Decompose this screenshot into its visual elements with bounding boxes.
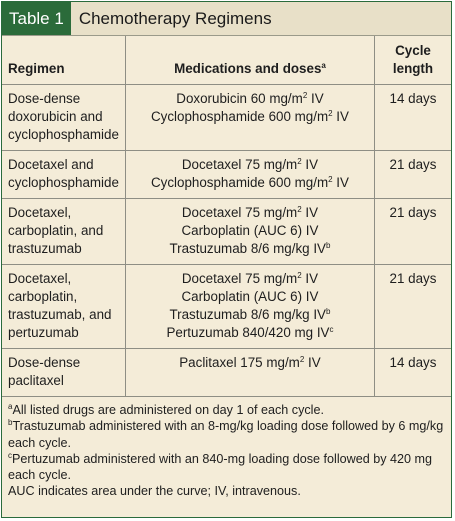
table-number-label: Table 1 [2,2,71,35]
cycle-length-cell: 21 days [375,199,452,265]
table-row [2,265,451,349]
medication-route: IV [301,271,319,286]
footnote-mark: c [8,450,12,460]
cycle-length-cell: 21 days [375,151,452,199]
medication-line [132,108,368,126]
medications-cell [125,349,374,397]
header-regimen-label: Regimen [8,61,65,76]
medication-route: IV [332,109,349,124]
medication-superscript: 2 [297,205,302,214]
medication-line [132,204,368,222]
cycle-length-cell: 21 days [375,265,452,349]
table-row [2,85,451,151]
medication-superscript: 2 [328,109,333,118]
medication-text: Carboplatin (AUC 6) IV [181,223,319,238]
medication-superscript: 2 [297,271,302,280]
medication-line [132,174,368,192]
footnote-mark: a [321,61,326,70]
footnote-mark: b [8,418,13,428]
cycle-length-cell: 14 days [375,85,452,151]
medication-line [132,90,368,108]
medication-superscript: 2 [328,175,333,184]
medications-cell [125,199,374,265]
table-row [2,349,451,397]
medication-text: Carboplatin (AUC 6) IV [181,289,319,304]
footnote [8,402,445,418]
footnote-text: All listed drugs are administered on day 1 of each cycle. [12,403,324,417]
footnote-text: Trastuzumab administered with an 8-mg/kg loading dose followed by 6 mg/kg each cycle. [8,419,444,450]
table-title-bar [2,2,451,36]
medication-superscript: b [326,307,331,316]
medication-text: Cyclophosphamide 600 mg/m [150,109,329,124]
medication-text: Trastuzumab 8/6 mg/kg IV [169,307,326,322]
regimen-cell: Docetaxel and cyclophosphamide [2,151,125,199]
medication-superscript: 2 [302,91,308,100]
footnote [8,451,445,484]
footnote-text: AUC indicates area under the curve; IV, intravenous. [8,484,301,499]
header-row [2,36,451,85]
medication-line [132,156,368,174]
footnotes [2,397,451,500]
header-regimen [2,36,125,85]
medication-route: IV [304,355,321,370]
medication-text: Trastuzumab 8/6 mg/kg IV [169,241,326,256]
footnote [8,483,445,499]
medication-text: Docetaxel 75 mg/m [181,271,298,286]
table-frame [1,1,452,518]
medication-line [132,354,368,372]
medication-route: IV [301,205,319,220]
regimen-cell: Dose-dense paclitaxel [2,349,125,397]
regimen-cell: Docetaxel, carboplatin, and trastuzumab [2,199,125,265]
medication-line [132,288,368,306]
regimens-table [2,36,451,397]
medications-cell [125,151,374,199]
header-cycle-length [375,36,452,85]
medication-line [132,240,368,258]
header-medications [125,36,374,85]
medications-cell [125,265,374,349]
medication-route: IV [301,157,319,172]
medication-superscript: 2 [297,157,302,166]
footnote-text: Pertuzumab administered with an 840-mg loading dose followed by 420 mg each cycle. [8,451,433,483]
regimen-cell: Dose-dense doxorubicin and cyclophosphamide [2,85,125,151]
footnote [8,418,445,451]
table-row [2,151,451,199]
medication-line [132,324,368,342]
medication-text: Docetaxel 75 mg/m [181,157,298,172]
medication-text: Cyclophosphamide 600 mg/m [150,175,329,190]
medication-superscript: 2 [299,355,305,364]
medication-text: Pertuzumab 840/420 mg IV [166,325,330,340]
medication-line [132,270,368,288]
medication-text: Docetaxel 75 mg/m [181,205,298,220]
cycle-length-cell: 14 days [375,349,452,397]
header-cycle-line1: Cycle [395,43,431,58]
table-row [2,199,451,265]
medication-superscript: b [326,241,331,250]
medication-text: Paclitaxel 175 mg/m [179,355,300,370]
regimen-cell: Docetaxel, carboplatin, trastuzumab, and pertuzumab [2,265,125,349]
medication-text: Doxorubicin 60 mg/m [176,91,303,106]
medication-route: IV [307,91,324,106]
table-title: Chemotherapy Regimens [78,8,272,28]
footnote-mark: a [8,402,13,411]
medication-line [132,222,368,240]
header-medications-label: Medications and doses [174,61,322,76]
header-cycle-line2: length [392,61,434,76]
medication-route: IV [332,175,349,190]
medications-cell [125,85,374,151]
medication-superscript: c [329,325,334,334]
medication-line [132,306,368,324]
